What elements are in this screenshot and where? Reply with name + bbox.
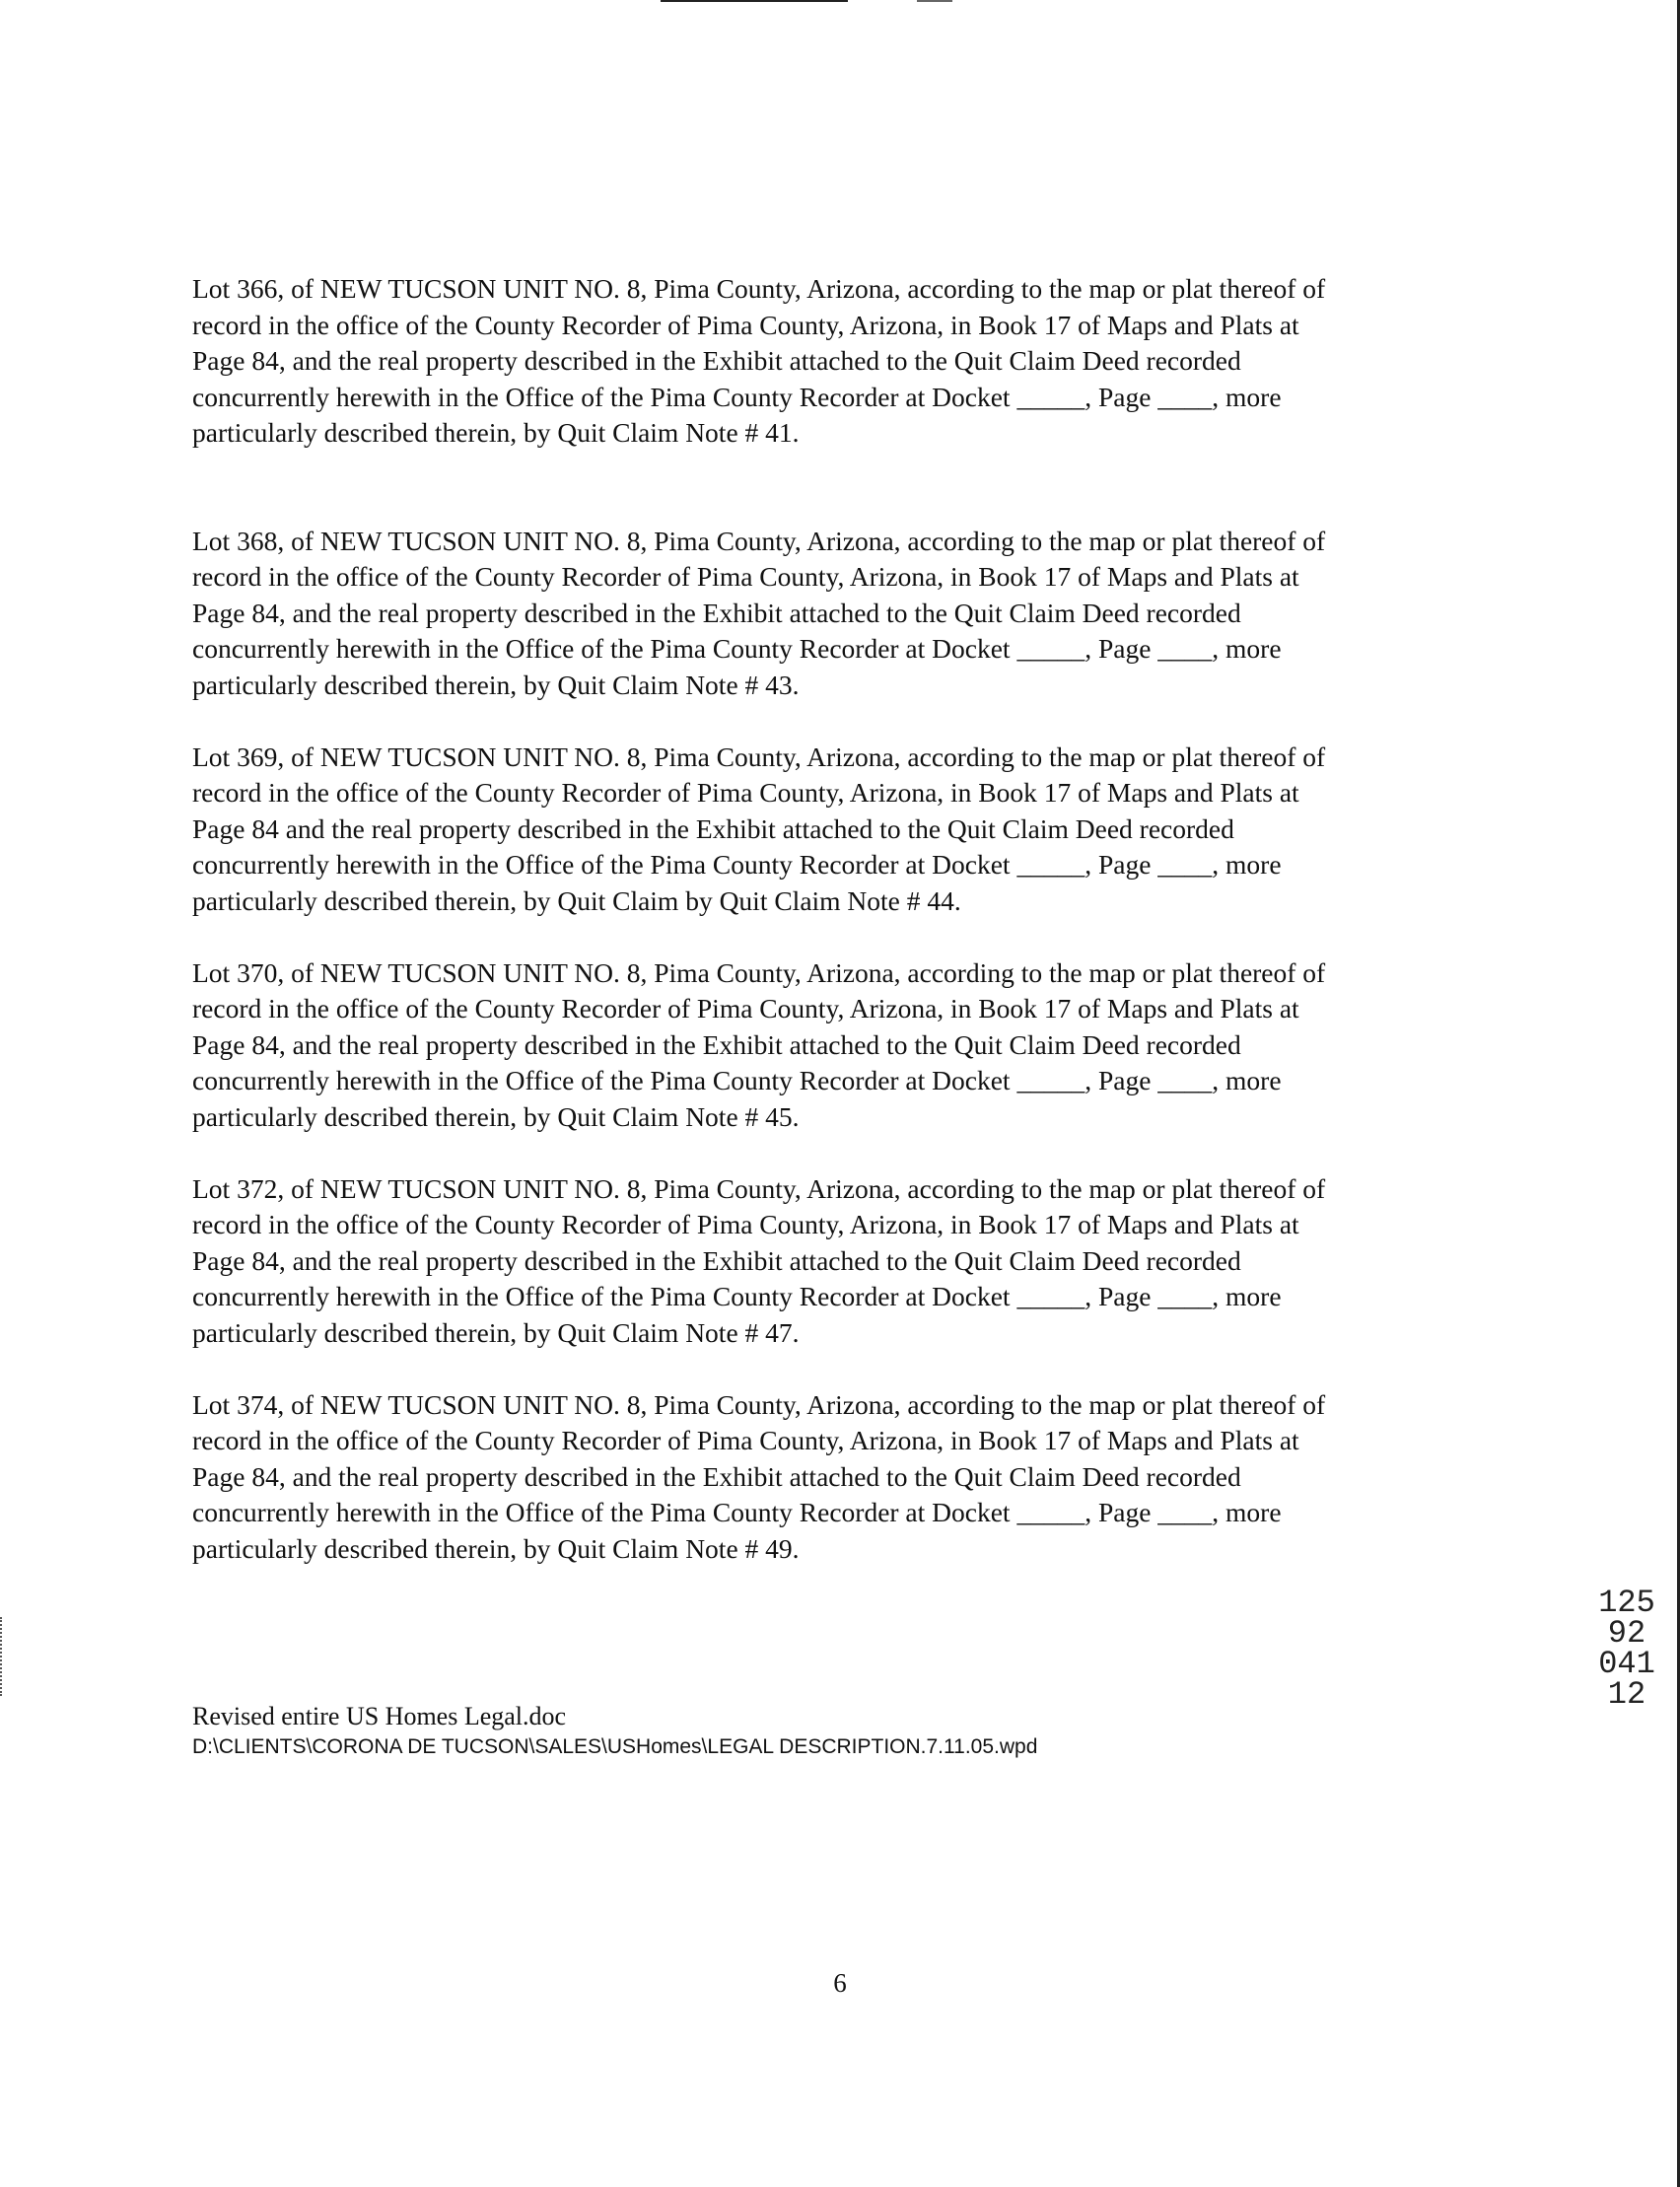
top-rule <box>661 0 848 2</box>
page-number: 6 <box>833 1968 847 1998</box>
revision-note: Revised entire US Homes Legal.doc <box>192 1702 567 1730</box>
legal-descriptions <box>192 271 1474 1567</box>
lot-description-370: Lot 370, of NEW TUCSON UNIT NO. 8, Pima County, Arizona, according to the map or plat thereof of record in the office of the County Recorder of Pima County, Arizona, in Book 17 of Maps and Plats at Page 84, and the real property described in the Exhibit attached to the Quit Claim Deed recorded concurrently herewith in the Office of the Pima County Recorder at Docket _____, Page ____, more particularly described therein, by Quit Claim Note # 45. <box>192 956 1326 1132</box>
top-dash-mark <box>917 0 952 2</box>
lot-description-366: Lot 366, of NEW TUCSON UNIT NO. 8, Pima County, Arizona, according to the map or plat thereof of record in the office of the County Recorder of Pima County, Arizona, in Book 17 of Maps and Plats at Page 84, and the real property described in the Exhibit attached to the Quit Claim Deed recorded concurrently herewith in the Office of the Pima County Recorder at Docket _____, Page ____, more particularly described therein, by Quit Claim Note # 41. <box>192 273 1326 448</box>
lot-description-372: Lot 372, of NEW TUCSON UNIT NO. 8, Pima County, Arizona, according to the map or plat thereof of record in the office of the County Recorder of Pima County, Arizona, in Book 17 of Maps and Plats at Page 84, and the real property described in the Exhibit attached to the Quit Claim Deed recorded concurrently herewith in the Office of the Pima County Recorder at Docket _____, Page ____, more particularly described therein, by Quit Claim Note # 47. <box>192 1172 1326 1348</box>
left-margin-marks <box>0 1617 6 1696</box>
lot-description-369: Lot 369, of NEW TUCSON UNIT NO. 8, Pima County, Arizona, according to the map or plat thereof of record in the office of the County Recorder of Pima County, Arizona, in Book 17 of Maps and Plats at Page 84 and the real property described in the Exhibit attached to the Quit Claim Deed recorded concurrently herewith in the Office of the Pima County Recorder at Docket _____, Page ____, more particularly described therein, by Quit Claim by Quit Claim Note # 44. <box>192 741 1326 916</box>
lot-description-374: Lot 374, of NEW TUCSON UNIT NO. 8, Pima County, Arizona, according to the map or plat thereof of record in the office of the County Recorder of Pima County, Arizona, in Book 17 of Maps and Plats at Page 84, and the real property described in the Exhibit attached to the Quit Claim Deed recorded concurrently herewith in the Office of the Pima County Recorder at Docket _____, Page ____, more particularly described therein, by Quit Claim Note # 49. <box>192 1388 1326 1564</box>
file-path: D:\CLIENTS\CORONA DE TUCSON\SALES\USHomes\LEGAL DESCRIPTION.7.11.05.wpd <box>192 1735 1038 1758</box>
recording-stamp: 12592 04112 <box>1598 1585 1655 1713</box>
lot-description-368: Lot 368, of NEW TUCSON UNIT NO. 8, Pima County, Arizona, according to the map or plat thereof of record in the office of the County Recorder of Pima County, Arizona, in Book 17 of Maps and Plats at Page 84, and the real property described in the Exhibit attached to the Quit Claim Deed recorded concurrently herewith in the Office of the Pima County Recorder at Docket _____, Page ____, more particularly described therein, by Quit Claim Note # 43. <box>192 525 1326 700</box>
document-footer <box>192 1701 1474 1762</box>
